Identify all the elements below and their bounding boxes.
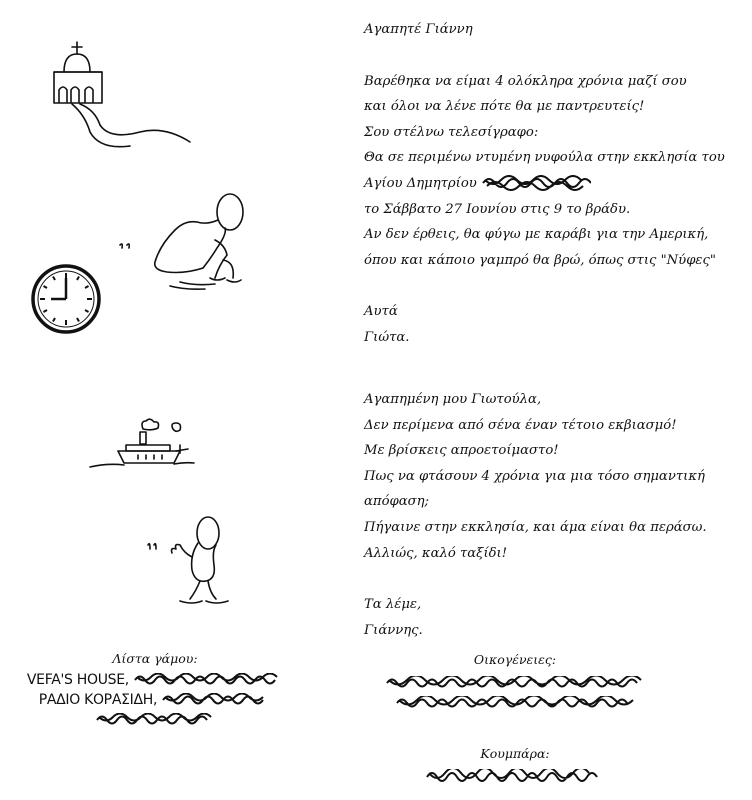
redacted-scribble xyxy=(481,175,591,191)
redacted-scribble xyxy=(370,766,660,786)
letter-line: απόφαση; xyxy=(364,494,429,510)
letter-line xyxy=(364,171,750,197)
redacted-scribble xyxy=(10,710,300,728)
running-bride-icon xyxy=(115,190,255,295)
letter-line: το Σάββατο 27 Ιουνίου στις 9 το βράδυ. xyxy=(364,201,631,217)
letter-closing: Τα λέμε, xyxy=(364,597,422,613)
letter-line: Αλλιώς, καλό ταξίδι! xyxy=(364,545,508,561)
letter-from-giota xyxy=(364,17,750,351)
clock-icon xyxy=(30,263,102,335)
letter-line: Αν δεν έρθεις, θα φύγω με καράβι για την Αμερική, xyxy=(364,227,709,243)
letter-line: και όλοι να λένε πότε θα με παντρευτείς! xyxy=(364,99,645,115)
letter-line: όπου και κάποιο γαμπρό θα βρώ, όπως στις "Νύφες" xyxy=(364,252,716,268)
wedding-list-store: VEFA'S HOUSE, xyxy=(10,670,300,690)
redacted-scribble xyxy=(370,672,660,692)
church-icon xyxy=(50,40,200,155)
wedding-list-title: Λίστα γάμου: xyxy=(112,651,198,666)
redacted-scribble xyxy=(370,692,660,712)
church-name: Αγίου Δημητρίου xyxy=(364,175,477,191)
wedding-list-store: ΡΑΔΙΟ ΚΟΡΑΣΙΔΗ, xyxy=(10,690,300,710)
letter-line: Βαρέθηκα να είμαι 4 ολόκληρα χρόνια μαζί σου xyxy=(364,73,687,89)
letter-line: Θα σε περιμένω ντυμένη νυφούλα στην εκκλησία του xyxy=(364,150,725,166)
best-man xyxy=(370,742,660,786)
letter-line: Με βρίσκεις απροετοίμαστο! xyxy=(364,443,559,459)
letter-line: Σου στέλνω τελεσίγραφο: xyxy=(364,124,539,140)
families-title: Οικογένειες: xyxy=(473,652,557,667)
redacted-scribble xyxy=(161,693,271,707)
wedding-list xyxy=(10,648,300,728)
letter-closing: Αυτά xyxy=(364,304,398,320)
letter-line: Πως να φτάσουν 4 χρόνια για μια τόσο σημαντική xyxy=(364,468,705,484)
letter-from-giannis xyxy=(364,387,750,643)
steamship-icon xyxy=(88,415,198,475)
families xyxy=(370,648,660,712)
letter-line: Πήγαινε στην εκκλησία, και άμα είναι θα περάσω. xyxy=(364,519,707,535)
letter-signature: Γιάννης. xyxy=(364,622,423,638)
letter-signature: Γιώτα. xyxy=(364,329,410,345)
letter-greeting: Αγαπημένη μου Γιωτούλα, xyxy=(364,392,542,407)
letter-greeting: Αγαπητέ Γιάννη xyxy=(364,22,473,37)
waving-man-icon xyxy=(140,515,235,610)
best-man-title: Κουμπάρα: xyxy=(480,746,550,761)
letter-line: Δεν περίμενα από σένα έναν τέτοιο εκβιασμό! xyxy=(364,417,677,433)
redacted-scribble xyxy=(133,673,283,687)
